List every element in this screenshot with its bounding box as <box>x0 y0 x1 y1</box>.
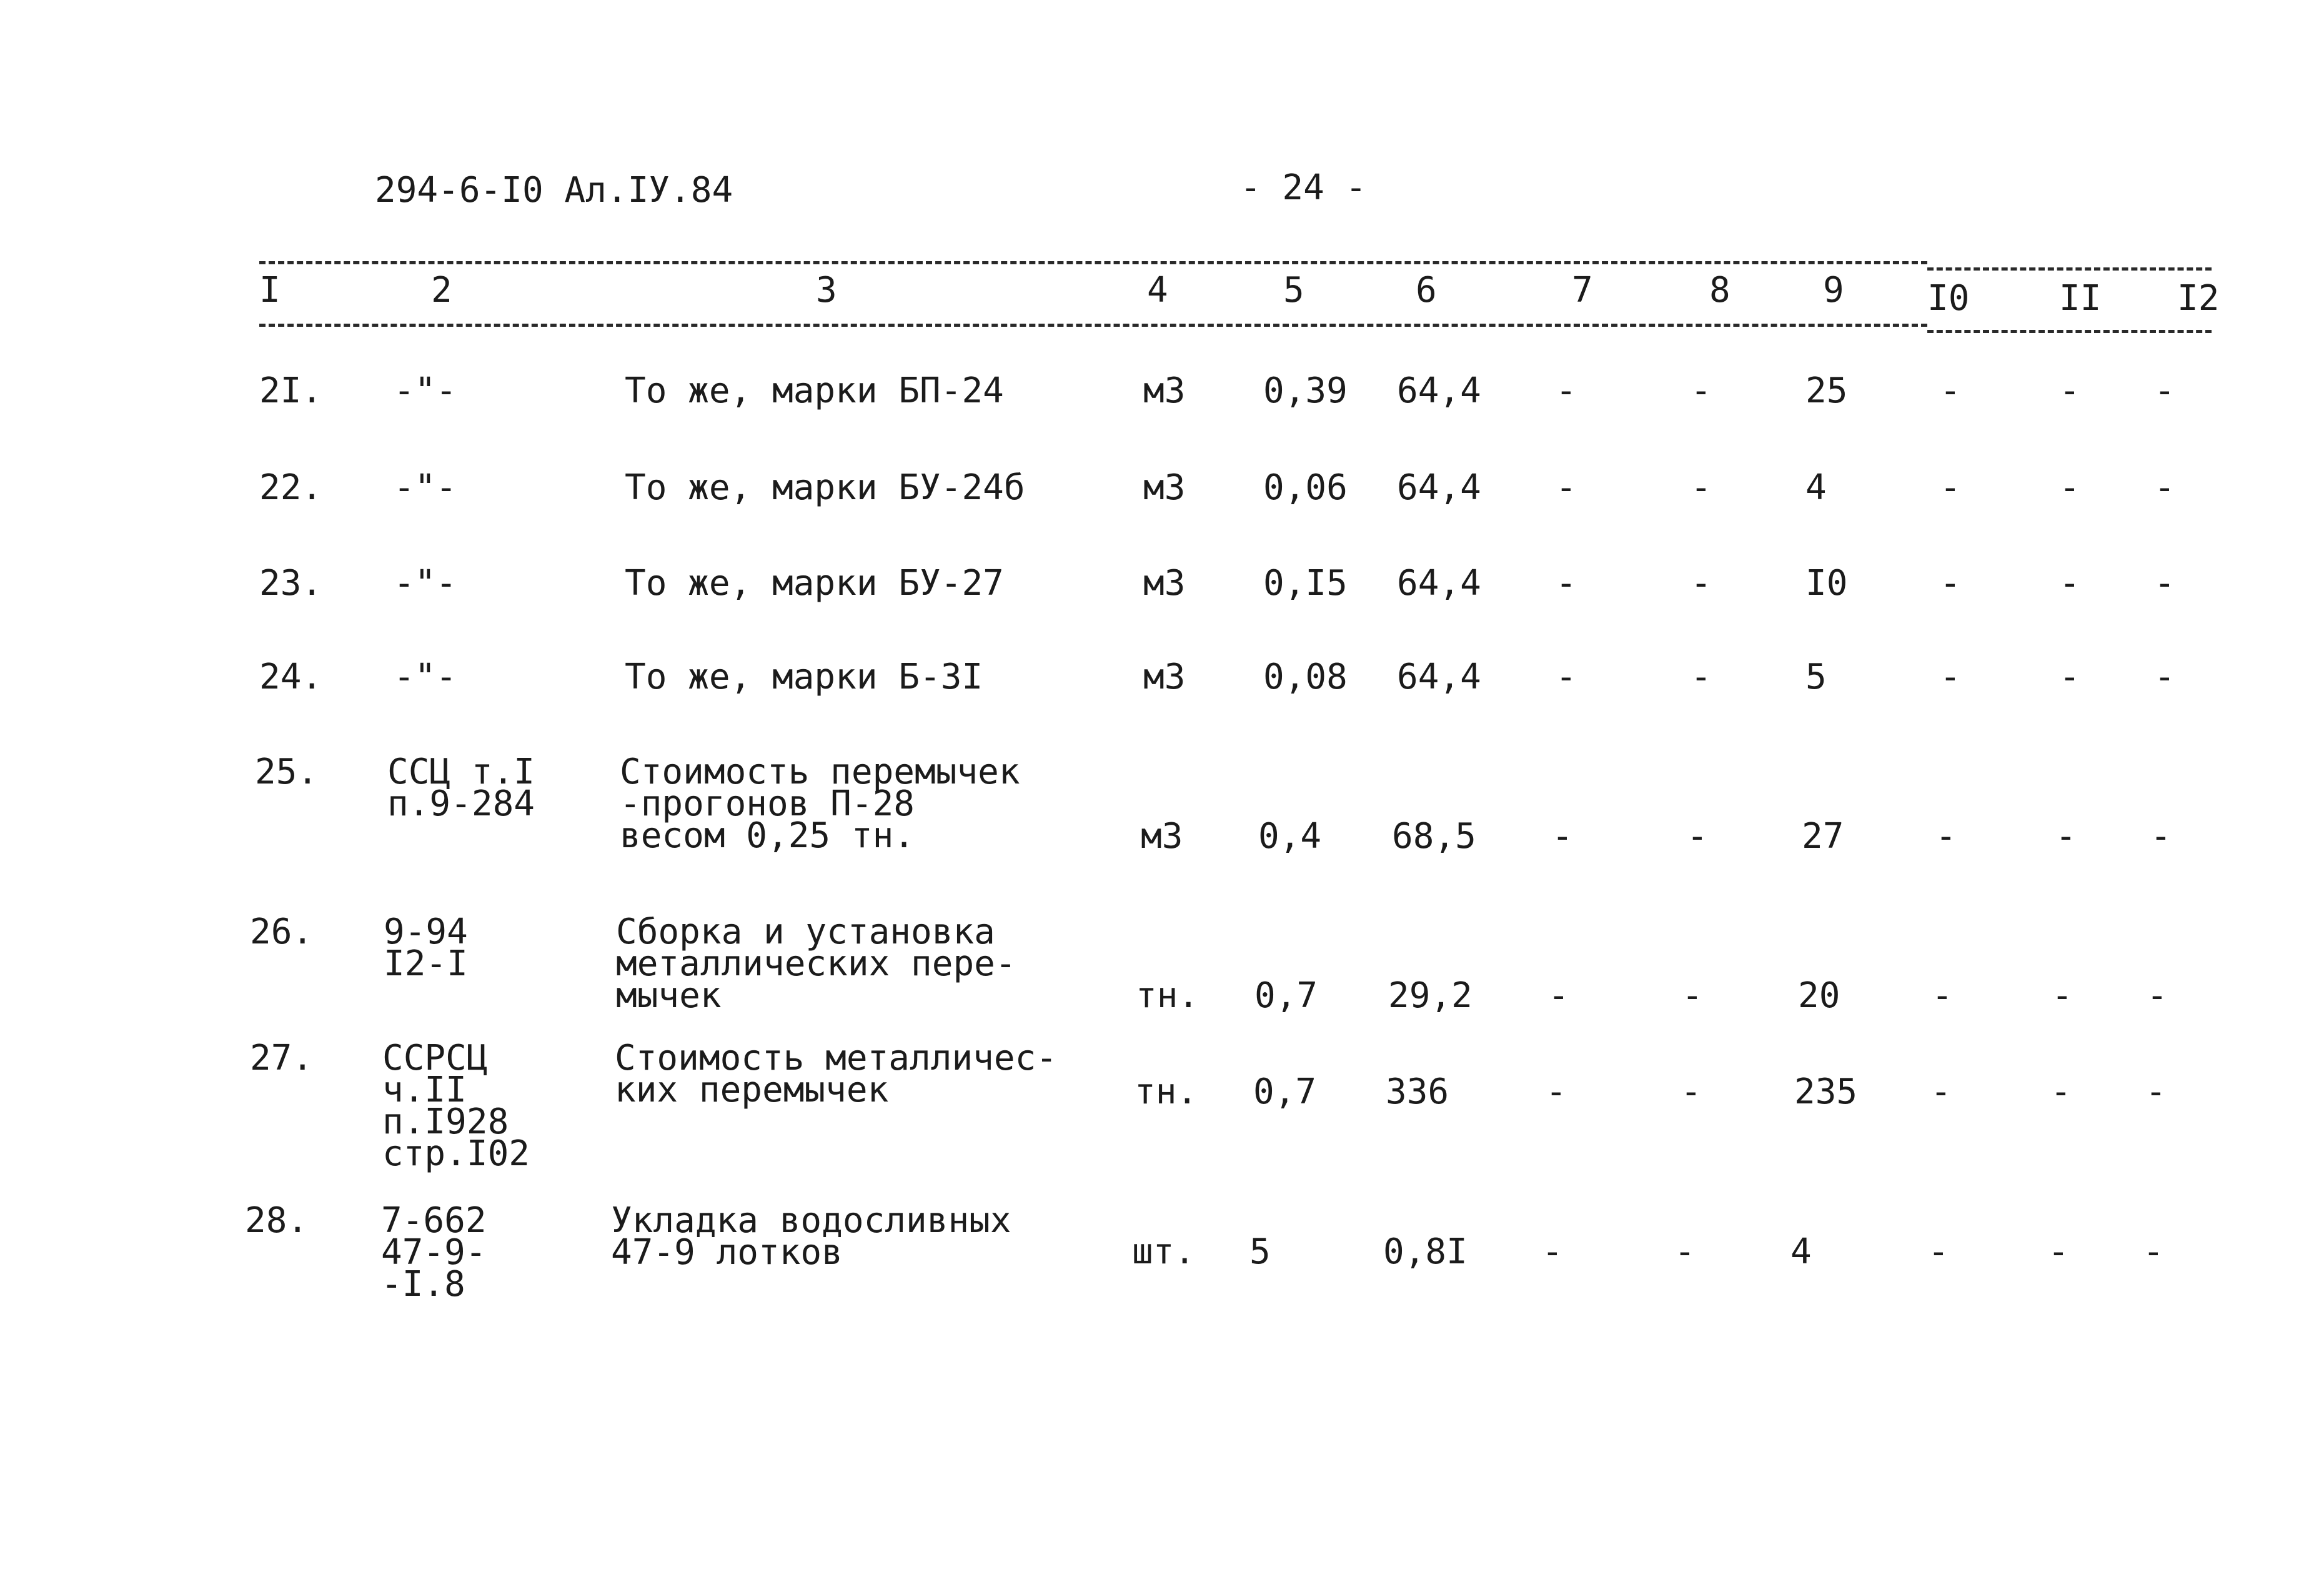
column-number: 2 <box>431 270 452 311</box>
column-number: 6 <box>1416 270 1437 311</box>
row-number: 26. <box>250 912 314 952</box>
row-reference: -"- <box>394 563 457 604</box>
cell-col6: 64,4 <box>1397 657 1481 697</box>
row-unit: м3 <box>1143 563 1186 604</box>
row-description: То же, марки БУ-27 <box>625 563 1004 604</box>
column-number: 5 <box>1283 270 1304 311</box>
cell-col8: - <box>1681 1072 1702 1112</box>
page-number: - 24 - <box>1240 167 1367 208</box>
row-number: 25. <box>255 752 319 792</box>
cell-col6: 64,4 <box>1397 371 1481 411</box>
cell-col11: - <box>2052 975 2073 1016</box>
row-number: 24. <box>259 657 323 697</box>
cell-col8: - <box>1687 816 1708 857</box>
cell-col11: - <box>2048 1231 2069 1272</box>
cell-col9: 20 <box>1798 975 1840 1016</box>
column-number: I <box>259 270 281 311</box>
row-reference: -"- <box>394 467 457 508</box>
row-description: Укладка водосливных 47-9 лотков <box>611 1200 1011 1273</box>
column-number: 7 <box>1572 270 1593 311</box>
cell-col6: 336 <box>1386 1072 1449 1112</box>
cell-col8: - <box>1682 975 1703 1016</box>
cell-col6: 64,4 <box>1397 467 1481 508</box>
cell-col8: - <box>1691 657 1712 697</box>
cell-col12: - <box>2145 1072 2167 1112</box>
cell-col7: - <box>1548 975 1569 1016</box>
column-number: 4 <box>1147 270 1168 311</box>
row-number: 2I. <box>259 371 323 411</box>
cell-col9: 5 <box>1805 657 1827 697</box>
row-reference: 7-662 47-9- -I.8 <box>381 1200 487 1305</box>
cell-col9: 4 <box>1805 467 1827 508</box>
cell-col10: - <box>1940 563 1961 604</box>
row-reference: ССЦ т.I п.9-284 <box>387 752 535 824</box>
cell-col11: - <box>2059 371 2080 411</box>
cell-col8: - <box>1691 371 1712 411</box>
cell-col10: - <box>1940 371 1961 411</box>
cell-col11: - <box>2055 816 2077 857</box>
cell-col5: 0,I5 <box>1263 563 1348 604</box>
cell-col5: 0,39 <box>1263 371 1348 411</box>
cell-col9: 27 <box>1802 816 1844 857</box>
row-unit: тн. <box>1135 1072 1198 1112</box>
row-reference: -"- <box>394 657 457 697</box>
cell-col12: - <box>2154 563 2175 604</box>
cell-col5: 0,4 <box>1258 816 1322 857</box>
cell-col6: 29,2 <box>1388 975 1472 1016</box>
cell-col7: - <box>1556 467 1577 508</box>
cell-col12: - <box>2154 467 2175 508</box>
cell-col7: - <box>1552 816 1573 857</box>
column-number: 8 <box>1709 270 1731 311</box>
row-reference: 9-94 I2-I <box>384 912 468 984</box>
row-description: То же, марки Б-3I <box>625 657 983 697</box>
cell-col5: 0,7 <box>1254 975 1318 1016</box>
row-unit: тн. <box>1136 975 1199 1016</box>
cell-col12: - <box>2147 975 2168 1016</box>
column-number: I2 <box>2177 278 2220 319</box>
cell-col10: - <box>1935 816 1957 857</box>
table-top-rule <box>259 261 1927 264</box>
column-number: 9 <box>1823 270 1844 311</box>
table-header-rule <box>259 324 1927 327</box>
cell-col11: - <box>2059 563 2080 604</box>
cell-col10: - <box>1940 657 1961 697</box>
cell-col5: 0,08 <box>1263 657 1348 697</box>
row-number: 27. <box>250 1038 314 1078</box>
row-description: То же, марки БУ-24б <box>625 467 1025 508</box>
cell-col12: - <box>2154 657 2175 697</box>
row-number: 23. <box>259 563 323 604</box>
cell-col10: - <box>1940 467 1961 508</box>
table-top-rule-right <box>1927 267 2212 271</box>
cell-col9: 4 <box>1790 1231 1812 1272</box>
document-code: 294-6-I0 Ал.IУ.84 <box>375 170 733 211</box>
cell-col5: 0,7 <box>1253 1072 1317 1112</box>
column-number: I0 <box>1927 278 1970 319</box>
cell-col7: - <box>1556 371 1577 411</box>
row-unit: шт. <box>1132 1231 1196 1272</box>
cell-col5: 0,06 <box>1263 467 1348 508</box>
cell-col5: 5 <box>1249 1231 1271 1272</box>
cell-col12: - <box>2143 1231 2164 1272</box>
row-description: Стоимость металличес- ких перемычек <box>615 1038 1058 1110</box>
cell-col7: - <box>1556 657 1577 697</box>
cell-col11: - <box>2050 1072 2072 1112</box>
cell-col6: 0,8I <box>1383 1231 1467 1272</box>
row-unit: м3 <box>1143 371 1186 411</box>
cell-col11: - <box>2059 467 2080 508</box>
row-reference: -"- <box>394 371 457 411</box>
cell-col8: - <box>1691 563 1712 604</box>
cell-col11: - <box>2059 657 2080 697</box>
row-description: Стоимость перемычек -прогонов П-28 весом 0,25 тн. <box>620 752 1020 856</box>
table-header-rule-right <box>1927 330 2212 333</box>
row-number: 28. <box>245 1200 309 1241</box>
row-unit: м3 <box>1143 657 1186 697</box>
cell-col6: 68,5 <box>1392 816 1476 857</box>
cell-col7: - <box>1546 1072 1567 1112</box>
cell-col12: - <box>2154 371 2175 411</box>
column-number: II <box>2059 278 2102 319</box>
row-description: Сборка и установка металлических пере- мычек <box>616 912 1016 1016</box>
cell-col9: 25 <box>1805 371 1848 411</box>
row-number: 22. <box>259 467 323 508</box>
cell-col9: 235 <box>1794 1072 1858 1112</box>
row-unit: м3 <box>1143 467 1186 508</box>
cell-col8: - <box>1691 467 1712 508</box>
column-number: 3 <box>816 270 837 311</box>
cell-col10: - <box>1932 975 1953 1016</box>
cell-col6: 64,4 <box>1397 563 1481 604</box>
cell-col8: - <box>1674 1231 1696 1272</box>
cell-col9: I0 <box>1805 563 1848 604</box>
row-reference: ССРСЦ ч.II п.I928 стр.I02 <box>382 1038 530 1174</box>
row-unit: м3 <box>1141 816 1183 857</box>
row-description: То же, марки БП-24 <box>625 371 1004 411</box>
cell-col12: - <box>2150 816 2172 857</box>
cell-col10: - <box>1928 1231 1949 1272</box>
cell-col7: - <box>1556 563 1577 604</box>
cell-col10: - <box>1930 1072 1952 1112</box>
cell-col7: - <box>1542 1231 1563 1272</box>
